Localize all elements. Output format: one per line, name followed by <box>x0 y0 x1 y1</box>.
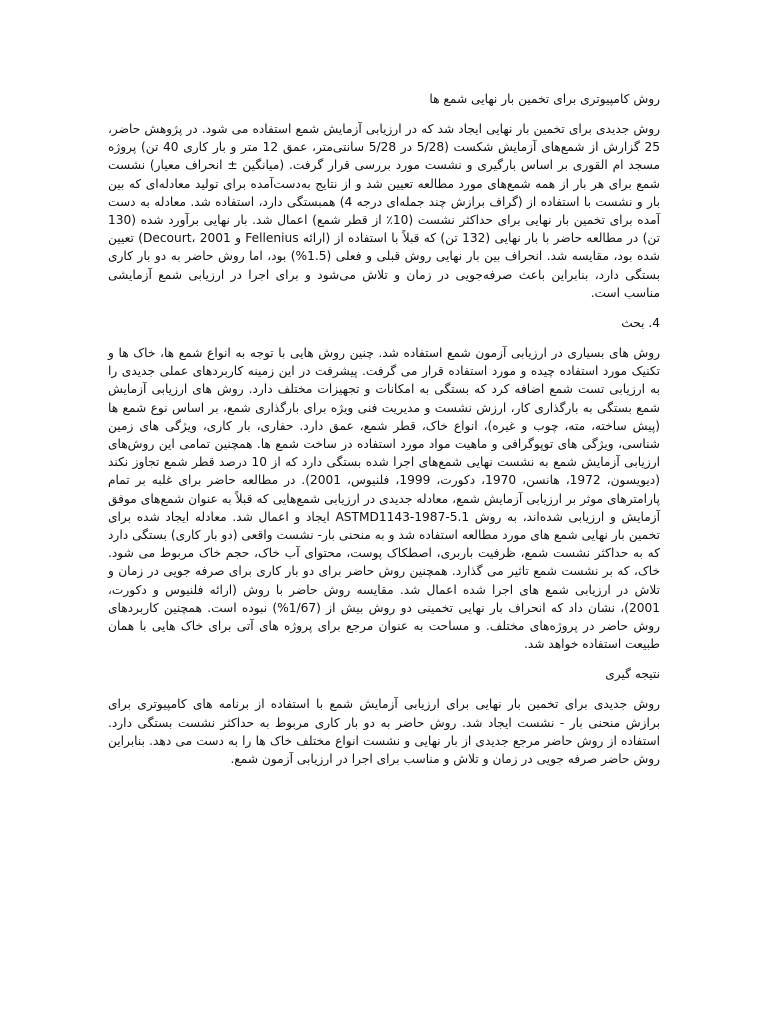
discussion-paragraph: روش های بسیاری در ارزیابی آزمون شمع استفاده شد. چنین روش هایی با توجه به انواع شمع ها، خاک ها و تکنیک مورد استفاده چیده و مورد استفاده قرار می گرفت. پیشرفت در این زمینه کاربردهای عملی جدیدی را به ارزیابی تست شمع اضافه کرد که بستگی به امکانات و تجهیزات مختلف دارد. روش های ارزیابی آزمایش شمع بستگی به بارگذاری کار، ارزش نشست و مدیریت فنی ویژه برای بارگذاری شمع، بر اساس نوع شمع ها (پیش ساخته، مته، چوب و غیره)، انواع خاک، قطر شمع، عمق دارد. حفاری، بار کاری، ویژگی های زمین شناسی، ویژگی های توپوگرافی و ماهیت مواد مورد استفاده در ساخت شمع ها. همچنین تمامی این روش‌های ارزیابی آزمایش شمع به نشست نهایی شمع‌های اجرا شده بستگی دارد که از 10 درصد قطر شمع تجاوز نکند (دیویسون، 1972، هانسن، 1970، دکورت، 1999، فلنیوس، 2001). در مطالعه حاضر برای غلبه بر تمام پارامترهای موثر بر ارزیابی آزمایش شمع، معادله جدیدی در ارزیابی شمع‌هایی که قبلاً به عنوان شمع‌های موفق آزمایش و ارزیابی شده‌اند، به روش ASTMD1143-1987-5.1 ایجاد و اعمال شد. معادله ایجاد شده برای تخمین بار نهایی شمع های مورد مطالعه استفاده شد و به منحنی بار- نشست واقعی (دو بار کاری) بستگی دارد که به حداکثر نشست شمع، ظرفیت باربری، اصطکاک پوست، محتوای آب خاک، حجم خاک مربوط می شود. خاک، که بر نشست شمع تاثیر می گذارد. همچنین روش حاضر برای دو بار کاری برای صرفه جویی در زمان و تلاش در ارزیابی شمع های اجرا شده اعمال شد. مقایسه روش حاضر با روش (ارائه فلنیوس و دکورت، 2001)، نشان داد که انحراف بار نهایی تخمینی دو روش بیش از (1/67%) نبوده است. همچنین کاربردهای روش حاضر در پروژه‌های مختلف. و مساحت به عنوان مرجع برای پروژه های آتی برای خاک هایی با همان طبیعت استفاده خواهد شد. <box>108 346 661 652</box>
abstract-paragraph: روش جدیدی برای تخمین بار نهایی ایجاد شد که در ارزیابی آزمایش شمع استفاده می شود. در پژوهش حاضر، 25 گزارش از شمع‌های آزمایش شکست (5/28 در 5/28 سانتی‌متر، عمق 12 متر و بار کاری 40 تن) پروژه مسجد ام القوری بر اساس بارگیری و نشست مورد بررسی قرار گرفت. (میانگین ± انحراف معیار) نشست شمع برای هر بار از همه شمع‌های مورد مطالعه تعیین شد و از نتایج به‌دست‌آمده برای تولید معادله‌ای که بین بار و نشست با استفاده از (گراف برازش چند جمله‌ای درجه 4) همبستگی دارد، استفاده شد. معادله به دست آمده برای تخمین بار نهایی برای حداکثر نشست (10٪ از قطر شمع) اعمال شد. بار نهایی برآورد شده (130 تن) در مطالعه حاضر با بار نهایی (132 تن) که قبلاً با استفاده از (ارائه Fellenius و 2001 ،Decourt) تعیین شده بود، مقایسه شد. انحراف بین بار نهایی روش قبلی و فعلی (1.5%) بود، اما روش حاضر به دو بار کاری بستگی دارد، بنابراین باعث صرفه‌جویی در زمان و تلاش می‌شود و برای اجرا در ارزیابی شمع آزمایشی مناسب است. <box>108 122 661 300</box>
discussion-heading: 4. بحث <box>621 316 660 331</box>
document-title: روش کامپیوتری برای تخمین بار نهایی شمع ها <box>429 92 660 106</box>
conclusion-paragraph: روش جدیدی برای تخمین بار نهایی برای ارزیابی آزمایش شمع با استفاده از برنامه های کامپیوتری برای برازش منحنی بار - نشست ایجاد شد. روش حاضر به دو بار کاری مربوط به حداکثر نشست بستگی دارد. استفاده از روش حاضر مرجع جدیدی از بار نهایی و نشست انواع مختلف خاک ها را به دست می دهد. بنابراین روش حاضر صرفه جویی در زمان و تلاش و مناسب برای اجرا در ارزیابی آزمون شمع. <box>108 697 660 767</box>
conclusion-heading: نتیجه گیری <box>605 667 660 682</box>
